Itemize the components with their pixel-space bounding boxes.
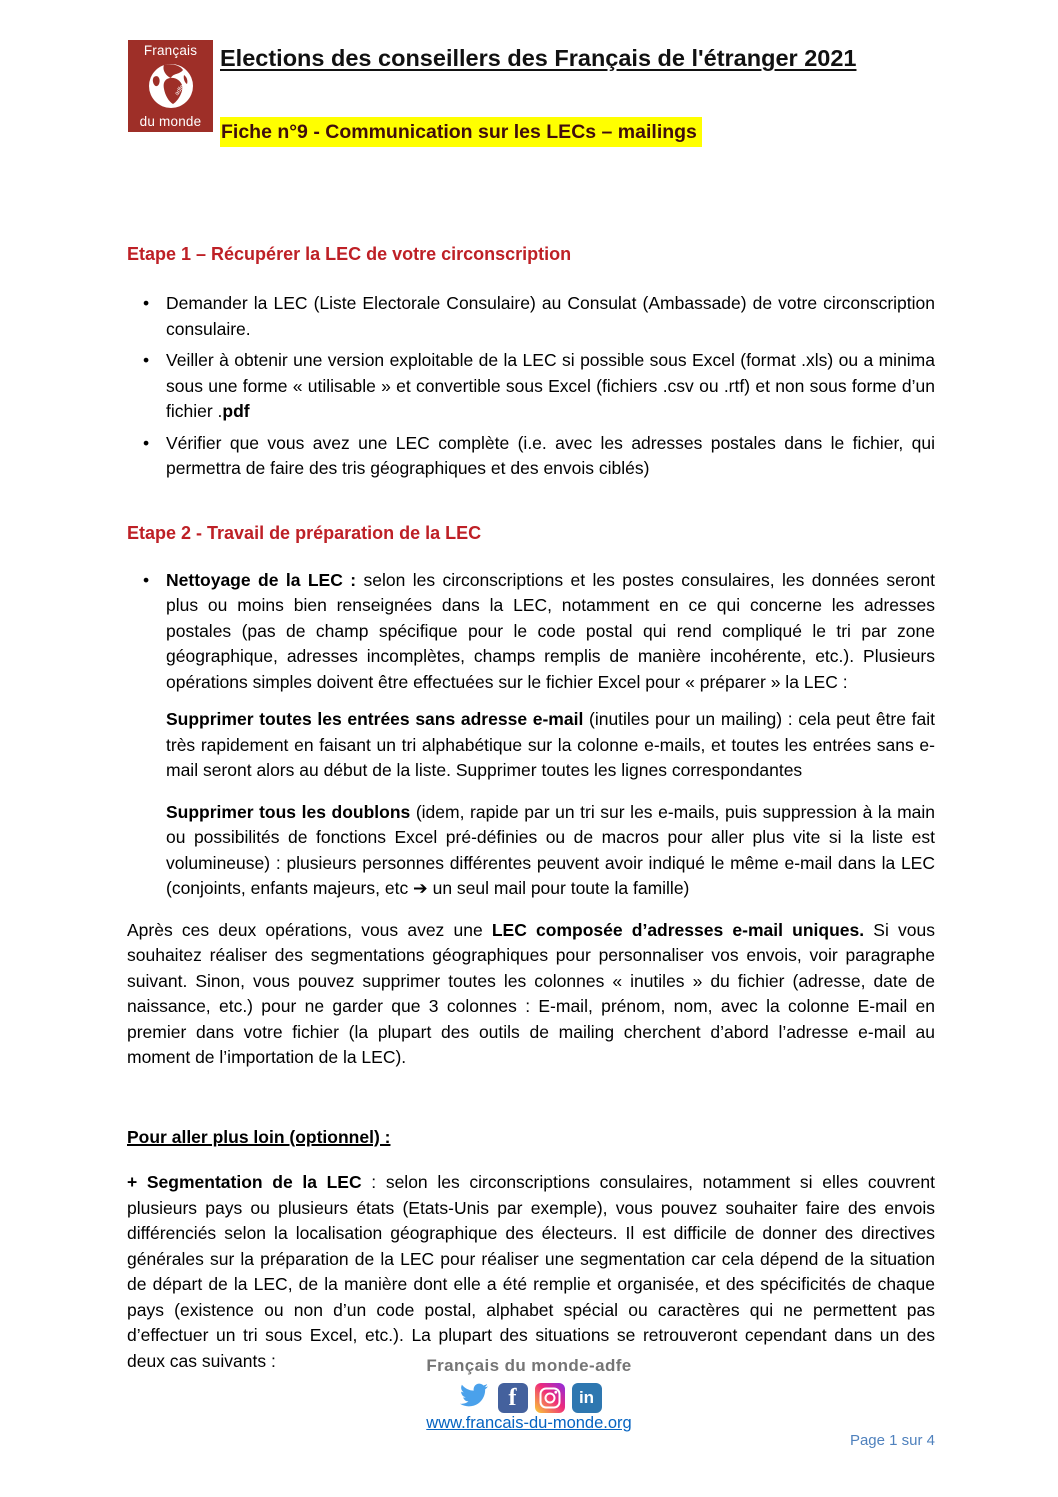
paragraph-supprimer-entrees: Supprimer toutes les entrées sans adresse e-mail (inutiles pour un mailing) : cela peut être fait très rapidement en faisant un tri alphabétique sur la colonne e-mails, et toutes les entrées sans e-mail seront alors au début de la liste. Supprimer toutes les lignes correspondantes [166,709,936,780]
etape1-bullet-list [127,291,935,482]
bullet-marker: • [143,293,150,313]
social-icons-row [0,1381,1058,1414]
bullet-marker: • [143,432,150,453]
logo-text-bottom: du monde [139,114,202,129]
facebook-icon[interactable]: f [498,1383,528,1413]
globe-icon [146,61,196,111]
footer-brand-text: Français du monde-adfe [426,1356,632,1375]
bullet-marker: • [143,350,150,370]
document-title: Elections des conseillers des Français de l'étranger 2021 [220,45,857,71]
bullet-marker: • [143,569,150,590]
twitter-icon[interactable] [457,1381,491,1414]
paragraph-segmentation: + Segmentation de la LEC : selon les circonscriptions consulaires, notamment si elles couvrent plusieurs pays ou plusieurs états (Etats-Unis par exemple), vous pouvez souhaiter faire des envois différenciés selon la localisation géographique des électeurs. Il est difficile de donner des directives générales sur la préparation de la LEC pour réaliser une segmentation car cela dépend de la situation de départ de la LEC, de la manière dont elle a été remplie et organisée, et des spécificités de chaque pays (existence ou non d’un code postal, alphabet spécial ou caractères qui ne permettent pas d’effectuer un tri sous Excel, etc.). La plupart des situations se retrouveront cependant dans un des deux cas suivants : [127,1172,935,1371]
bullet-version-exploitable: • Veiller à obtenir une version exploitable de la LEC si possible sous Excel (format .xls) ou a minima sous une forme « utilisable » et convertible sous Excel (fichiers .csv ou .rtf) et non sous forme d’un fichier .pdf [143,350,935,421]
document-subtitle: Fiche n°9 - Communication sur les LECs – mailings [220,117,702,147]
svg-text:adfe: adfe [173,83,186,97]
heading-etape-2: Etape 2 - Travail de préparation de la LEC [127,522,482,543]
paragraph-apres-operations: Après ces deux opérations, vous avez une LEC composée d’adresses e-mail uniques. Si vous souhaitez réaliser des segmentations géographiques pour personnaliser vos envois, voir paragraphe suivant. Sinon, vous pouvez supprimer toutes les colonnes « inutiles » du fichier (adresse, date de naissance, etc.) pour ne garder que 3 colonnes : E-mail, prénom, nom, avec la colonne E-mail en premier dans votre fichier (la plupart des outils de mailing cherchent d’abord l’adresse e-mail au moment de l’importation de la LEC). [127,919,935,1067]
bullet-nettoyage-lec: • Nettoyage de la LEC : selon les circonscriptions et les postes consulaires, les données seront plus ou moins bien renseignées dans la LEC, notamment en ce qui concerne les adresses postales (pas de champ spécifique pour le code postal qui rend compliqué le tri par zone géographique, adresses incomplètes, champs remplis de manière incohérente, etc.). Plusieurs opérations simples doivent être effectuées sur le fichier Excel pour « préparer » la LEC : [143,569,935,692]
linkedin-icon[interactable]: in [572,1383,602,1413]
heading-pour-aller-plus-loin: Pour aller plus loin (optionnel) : [127,1126,391,1147]
logo-text-top: Français [143,43,198,58]
instagram-icon[interactable] [535,1383,565,1413]
paragraph-supprimer-doublons: Supprimer tous les doublons (idem, rapide par un tri sur les e-mails, puis suppression à la main ou possibilités de fonctions Excel pré-définies ou de macros pour aller plus vite si la liste est volumineuse) : plusieurs personnes différentes peuvent avoir indiqué le même e-mail dans la LEC (conjoints, enfants majeurs, etc ➔ un seul mail pour toute la famille) [166,801,936,898]
bullet-demander-lec: • Demander la LEC (Liste Electorale Consulaire) au Consulat (Ambassade) de votre circonscription consulaire. [143,293,935,339]
title-block [220,40,856,147]
etape2-bullet-list [127,568,935,696]
heading-etape-1: Etape 1 – Récupérer la LEC de votre circonscription [127,244,572,264]
francais-du-monde-logo [128,40,213,132]
website-link[interactable]: www.francais-du-monde.org [426,1414,632,1432]
bullet-lec-complete: • Vérifier que vous avez une LEC complète (i.e. avec les adresses postales dans le fichier, qui permettra de faire des tris géographiques et des envois ciblés) [143,432,935,478]
document-body [0,243,1058,1374]
page-number: Page 1 sur 4 [849,1432,935,1449]
document-header [0,0,1058,147]
footer-link-wrap [0,1414,1058,1433]
